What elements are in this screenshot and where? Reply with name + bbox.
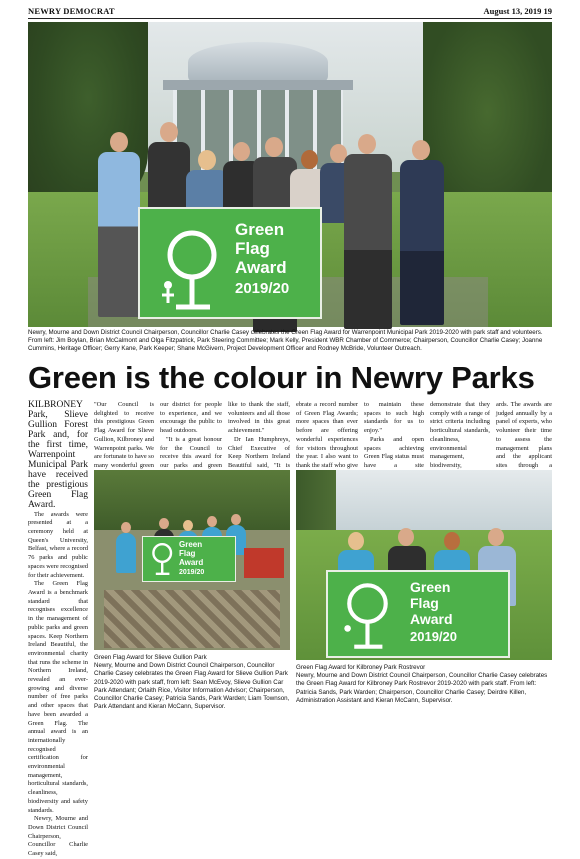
flag-year: 2019/20 [410,629,457,644]
article-paragraph: Parks and open spaces achieving Green Flag status must have a site [364,435,424,469]
article-column-1 [28,400,88,858]
main-photo [28,22,552,327]
flag-text-line2: Flag [179,549,196,558]
article-paragraph: The awards were presented at a ceremony held at Queen's University, Belfast, where a record 76 parks and public spaces were recognised for their achievement. [28,510,88,579]
tree-logo-icon [154,229,224,311]
kilbroney-photo [296,470,552,660]
slieve-gullion-photo [94,470,290,650]
tree-logo-icon [147,542,175,576]
green-flag-banner [326,570,510,658]
flag-text-line2: Flag [410,595,439,611]
publication-name: NEWRY DEMOCRAT [28,6,115,16]
article-paragraph: "It is a great honour for the Council to receive this award for our parks and green [160,435,222,469]
article-paragraph: to maintain these spaces to such high standards for us to enjoy." [364,401,424,435]
green-flag-banner [142,536,236,582]
flag-text-line1: Green [410,579,451,595]
caption-body: Newry, Mourne and Down District Council Chairperson, Councillor Charlie Casey celebrates the Green Flag Award for Kilbroney Park Rostrevor 2019-2020 with park staff. From left: Patricia Sands, Park Warden; Chairperson, Councillor Charlie Casey; Deirdre Killen, Administration Assistant and Kieran McCann, Supervisor. [296,672,548,704]
caption-title: Green Flag Award for Slieve Gullion Park [94,654,207,661]
article-paragraph: Dr Ian Humphreys, Chief Executive of Keep Northern Ireland Beautiful said, "It is [228,435,290,469]
article-paragraph: ards. The awards are judged annually by a panel of experts, who volunteer their time to assess the management plans and the applicant sites through a [496,401,552,469]
green-flag-banner [138,207,322,319]
flag-text-line1: Green [179,540,203,549]
flag-text-line1: Green [235,220,285,239]
slieve-gullion-caption [94,654,290,711]
article-paragraph: ebrate a record number of Green Flag Awards; more spaces than ever before are offering wonderful experiences for visitors throughout the year. I also want to thank the staff who give [296,401,358,469]
caption-body: Newry, Mourne and Down District Council Chairperson, Councillor Charlie Casey celebrates the Green Flag Award for Slieve Gullion Park 2019-2020 with park staff, from left: Sean McEvoy, Slieve Gullion Car Park Attendant; Orlaith Rice, Visitor Information Advisor; Chairperson, Councillor Charlie Casey; Patricia Sands, Park Warden; Liam Townson, Park Attendant and Kieran McCann, Supervisor. [94,662,290,711]
flag-text-line3: Award [410,611,453,627]
article-paragraph: like to thank the staff, volunteers and all those involved in this great achievement." [228,401,290,435]
caption-title: Green Flag Award for Kilbroney Park Rostrevor [296,664,426,671]
article-column-6 [364,401,424,467]
article-column-8 [496,401,552,467]
article-paragraph: The Green Flag Award is a benchmark standard that recognises excellence in the management of public parks and green spaces. Keep Northern Ireland Beautiful, the environmental charity that runs the scheme in Northern Ireland, revealed an ever-growing and diverse number of free parks and other spaces that have been awarded a Green Flag. The annual award is an internationally recognised certification for environmental management, horticultural standards, cleanliness, biodiversity and safety standards. [28,580,88,814]
article-column-2 [94,401,154,467]
flag-text-line3: Award [179,558,204,567]
article-column-7 [430,401,490,467]
masthead [28,6,552,19]
article-column-4 [228,401,290,467]
kilbroney-caption [296,664,552,705]
article-paragraph: demonstrate that they comply with a range of strict criteria including horticultural standards, cleanliness, environmental management, biodiversity, [430,401,490,469]
article-paragraph: Newry, Mourne and Down District Council Chairperson, Councillor Charlie Casey said, [28,815,88,858]
flag-year: 2019/20 [235,280,290,297]
article-column-3 [160,401,222,467]
issue-date: August 13, 2019 19 [483,6,552,16]
tree-logo-icon [336,582,394,650]
flag-text-line2: Flag [235,239,270,258]
article-column-5 [296,401,358,467]
flag-year: 2019/20 [179,569,205,576]
page-headline: Green is the colour in Newry Parks [28,360,535,395]
article-lead: KILBRONEY Park, Slieve Gullion Forest Park and, for the first time, Warrenpoint Municipal Park have received the prestigious Green Flag Award. [28,400,88,510]
article-paragraph: "Our Council is delighted to receive this prestigious Green Flag Award for Slieve Gullion, Kilbroney and Warrenpoint parks. We are fortunate to have so many wonderful green [94,401,154,469]
article-paragraph: our district for people to experience, and we encourage the public to head outdoors. [160,401,222,435]
flag-text-line3: Award [235,258,287,277]
main-photo-caption: Newry, Mourne and Down District Council Chairperson, Councillor Charlie Casey celebrates the Green Flag Award for Warrenpoint Municipal Park 2019-2020 with park staff and volunteers. From left: Jim Boylan, Brian McCalmont and Olga Fitzpatrick, Park Steering Committee; Mark Kelly, President WBR Chamber of Commerce; Chairperson, Councillor Charlie Casey; Joanne Cummins, Heritage Officer; Gerry Kane, Park Keeper; Shane McGivern, Project Development Officer and Rodney McBride, Volunteer Outreach. [28,329,543,353]
